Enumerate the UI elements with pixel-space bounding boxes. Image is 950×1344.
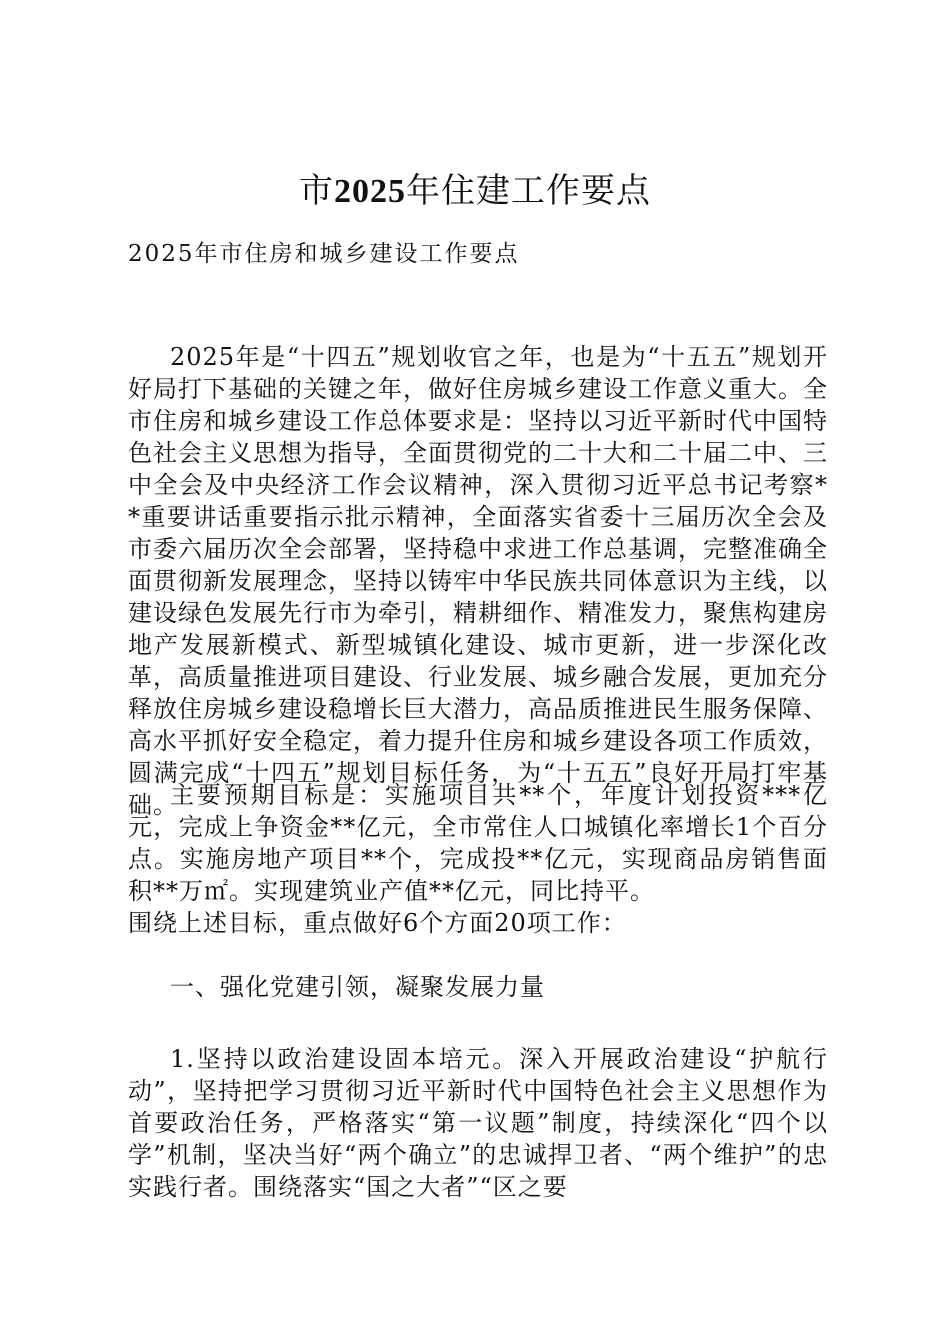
document-subtitle: 2025年市住房和城乡建设工作要点	[128, 241, 520, 267]
paragraph-overall-requirements: 2025年是“十四五”规划收官之年，也是为“十五五”规划开好局打下基础的关键之年，做好住房城乡建设工作意义重大。全市住房和城乡建设工作总体要求是：坚持以习近平新时代中国特色社会主义思想为指导，全面贯彻党的二十大和二十届二中、三中全会及中央经济工作会议精神，深入贯彻习近平总书记考察**重要讲话重要指示批示精神，全面落实省委十三届历次全会及市委六届历次全会部署，坚持稳中求进工作总基调，完整准确全面贯彻新发展理念，坚持以铸牢中华民族共同体意识为主线，以建设绿色发展先行市为牵引，精耕细作、精准发力，聚焦构建房地产发展新模式、新型城镇化建设、城市更新，进一步深化改革，高质量推进项目建设、行业发展、城乡融合发展，更加充分释放住房城乡建设稳增长巨大潜力，高品质推进民生服务保障、高水平抓好安全稳定，着力提升住房和城乡建设各项工作质效，圆满完成“十四五”规划目标任务，为“十五五”良好开局打牢基础。	[128, 343, 828, 819]
paragraph-item-1: 1.坚持以政治建设固本培元。深入开展政治建设“护航行动”，坚持把学习贯彻习近平新时代中国特色社会主义思想作为首要政治任务，严格落实“第一议题”制度，持续深化“四个以学”机制，坚决当好“两个确立”的忠诚捍卫者、“两个维护”的忠实践行者。围绕落实“国之大者”“区之要	[128, 1045, 828, 1201]
title-suffix: 年住建工作要点	[406, 171, 651, 211]
paragraph-work-overview: 围绕上述目标，重点做好6个方面20项工作：	[128, 909, 627, 937]
title-year: 2025	[334, 173, 406, 210]
page-title	[0, 168, 950, 215]
paragraph-expected-targets: 主要预期目标是：实施项目共**个，年度计划投资***亿元，完成上争资金**亿元，全市常住人口城镇化率增长1个百分点。实施房地产项目**个，完成投**亿元，实现商品房销售面积**万㎡。实现建筑业产值**亿元，同比持平。	[128, 781, 828, 905]
section-heading-1: 一、强化党建引领，凝聚发展力量	[170, 973, 545, 1001]
title-prefix: 市	[299, 171, 334, 211]
